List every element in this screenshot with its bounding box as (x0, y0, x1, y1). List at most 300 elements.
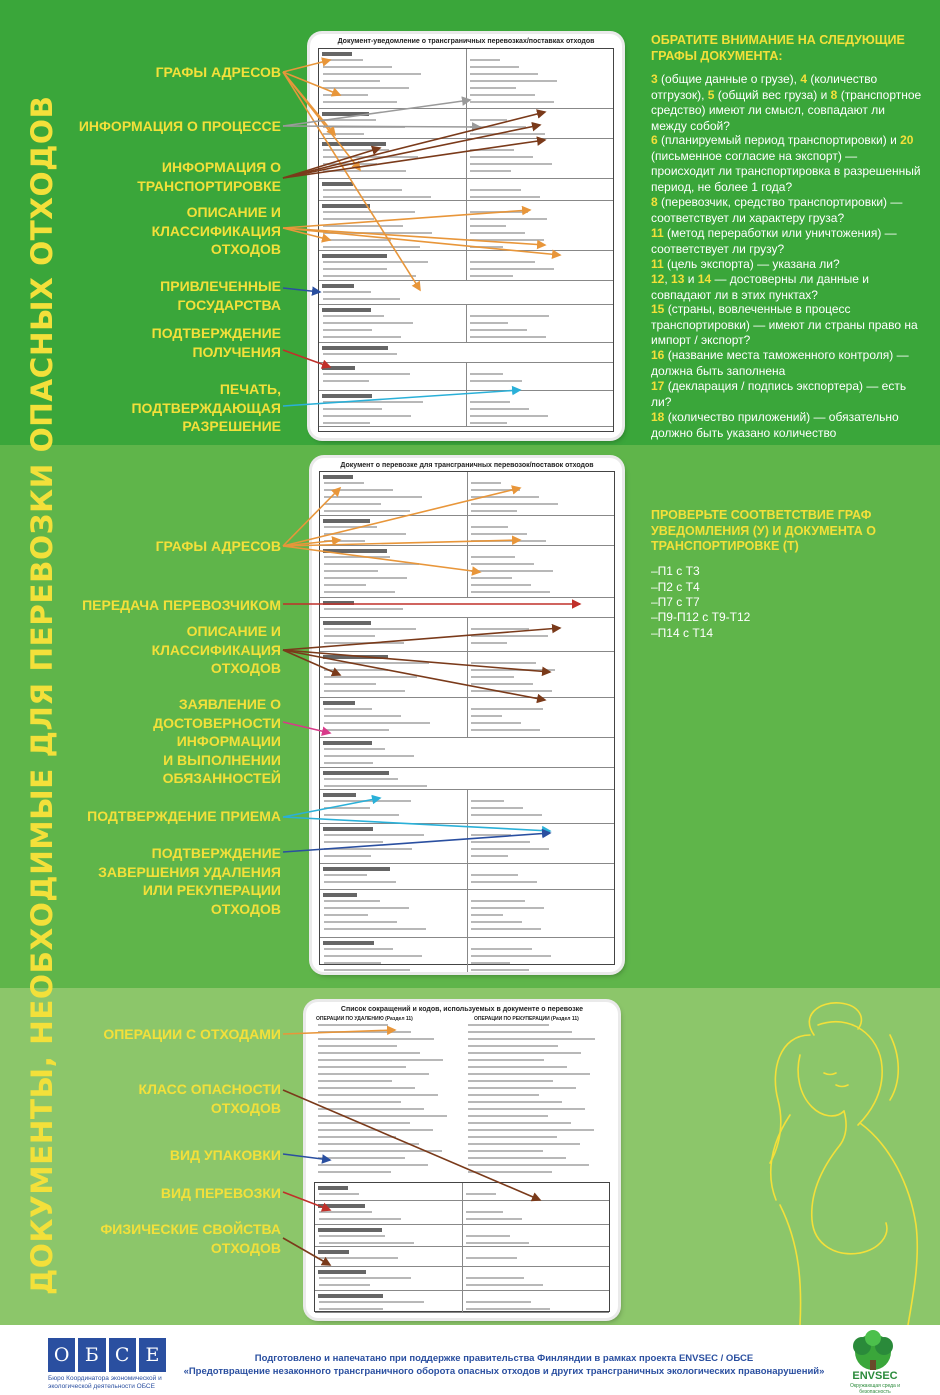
form-row (319, 343, 613, 363)
note-text: (перевозчик, средство транспортировки) — соответствует ли характеру груза? (651, 195, 903, 225)
field-text-mark (471, 570, 553, 572)
field-number: 3 (651, 72, 658, 86)
note-text: (общий вес груза) и (714, 87, 831, 102)
check-item: –П1 с Т3 (651, 564, 700, 578)
field-text-mark (471, 914, 503, 916)
field-text-mark (471, 526, 508, 528)
field-text-mark (323, 189, 402, 191)
note-text: (метод переработки или уничтожения) — соответствует ли грузу? (651, 226, 897, 256)
field-text-mark (324, 503, 381, 505)
field-text-mark (470, 80, 557, 82)
field-text-mark (471, 662, 536, 664)
field-text-mark (324, 642, 404, 644)
osce-logo-letter: Е (139, 1338, 166, 1372)
check-item: –П7 с Т7 (651, 595, 700, 609)
field-text-mark (324, 556, 390, 558)
field-text-mark (324, 928, 426, 930)
form-row (320, 768, 614, 790)
code-text-mark (468, 1045, 558, 1047)
form-row (319, 201, 613, 251)
form-divider (467, 790, 468, 823)
code-text-mark (468, 1031, 572, 1033)
field-text-mark (470, 408, 529, 410)
field-text-mark (471, 533, 527, 535)
form-divider (467, 864, 468, 889)
note-text: (название места таможенного контроля) — должна быть заполнена (651, 348, 909, 378)
attention-note (651, 379, 923, 410)
label-hazard-class: КЛАСС ОПАСНОСТИ ОТХОДОВ (138, 1081, 281, 1116)
field-text-mark (324, 962, 381, 964)
field-heading-mark (318, 1228, 382, 1232)
note-text: (декларация / подпись экспортера) — есть ли? (651, 379, 907, 409)
label-receipt-confirmation: ПОДТВЕРЖДЕНИЕ ПОЛУЧЕНИЯ (151, 325, 281, 360)
field-number: 6 (651, 133, 658, 147)
form-divider (462, 1247, 463, 1266)
field-text-mark (471, 669, 555, 671)
field-text-mark (324, 762, 373, 764)
field-number: 4 (800, 72, 808, 86)
field-text-mark (471, 962, 510, 964)
field-text-mark (324, 921, 397, 923)
field-text-mark (471, 955, 551, 957)
form-divider (466, 363, 467, 390)
field-text-mark (323, 133, 364, 135)
field-text-mark (470, 119, 507, 121)
form-divider (467, 546, 468, 597)
field-text-mark (323, 94, 368, 96)
field-heading-mark (323, 601, 354, 605)
form-divider (467, 938, 468, 972)
osce-logo-letter: С (109, 1338, 136, 1372)
field-text-mark (471, 921, 522, 923)
field-text-mark (324, 785, 427, 787)
form-divider (467, 516, 468, 545)
code-text-mark (318, 1094, 438, 1096)
notification-form (318, 48, 614, 432)
field-heading-mark (323, 549, 387, 553)
footer-line-1: Подготовлено и напечатано при поддержке правительства Финляндии в рамках проекта ENVSEC / ОБСЕ (254, 1353, 754, 1364)
attention-note (651, 257, 923, 273)
field-text-mark (471, 635, 548, 637)
field-text-mark (323, 239, 391, 241)
field-text-mark (324, 914, 368, 916)
field-text-mark (323, 380, 369, 382)
field-heading-mark (322, 142, 386, 146)
field-text-mark (471, 556, 515, 558)
field-text-mark (466, 1284, 543, 1286)
code-text-mark (318, 1087, 415, 1089)
field-text-mark (471, 683, 533, 685)
field-text-mark (470, 268, 554, 270)
note-text: (страны, вовлеченные в процесс транспортировки) — имеют ли страны право на импорт / экспорт? (651, 302, 918, 347)
field-heading-mark (323, 771, 389, 775)
field-text-mark (470, 126, 526, 128)
field-text-mark (324, 881, 396, 883)
osce-subtitle: Бюро Координатора экономической и экологической деятельности ОБСЕ (48, 1375, 162, 1390)
field-text-mark (323, 101, 397, 103)
label-permit-stamp: ПЕЧАТЬ, ПОДТВЕРЖДАЮЩАЯ РАЗРЕШЕНИЕ (131, 381, 281, 434)
field-text-mark (471, 928, 541, 930)
field-heading-mark (322, 284, 354, 288)
field-text-mark (471, 642, 507, 644)
field-text-mark (470, 246, 503, 248)
field-text-mark (324, 584, 366, 586)
field-text-mark (470, 73, 538, 75)
code-text-mark (318, 1115, 447, 1117)
field-heading-mark (322, 366, 355, 370)
field-text-mark (470, 66, 519, 68)
field-heading-mark (323, 793, 356, 797)
field-text-mark (324, 708, 372, 710)
note-text: и (684, 272, 698, 286)
note-text: — достоверны ли данные и совпадают ли в этих пунктах? (651, 272, 869, 302)
form-divider (466, 305, 467, 342)
label-carrier-handover: ПЕРЕДАЧА ПЕРЕВОЗЧИКОМ (82, 597, 281, 613)
field-text-mark (319, 1218, 401, 1220)
field-text-mark (324, 907, 409, 909)
field-text-mark (471, 628, 529, 630)
label-involved-states: ПРИВЛЕЧЕННЫЕ ГОСУДАРСТВА (160, 278, 281, 313)
form-divider (466, 179, 467, 200)
field-heading-mark (322, 182, 353, 186)
label-process-info: ИНФОРМАЦИЯ О ПРОЦЕССЕ (78, 118, 281, 134)
field-text-mark (324, 628, 416, 630)
transport-document-title: Документ о перевозке для трансграничных перевозок/поставок отходов (340, 462, 594, 469)
envsec-name: ENVSEC (852, 1370, 898, 1382)
field-text-mark (471, 948, 532, 950)
note-text: (количество отгрузок), (651, 72, 878, 102)
field-text-mark (323, 322, 413, 324)
code-text-mark (318, 1031, 411, 1033)
field-text-mark (470, 149, 514, 151)
form-divider (467, 698, 468, 737)
field-text-mark (323, 211, 415, 213)
field-text-mark (471, 855, 508, 857)
check-item: –П2 с Т4 (651, 580, 700, 594)
transport-document-image (312, 458, 622, 972)
code-text-mark (468, 1171, 552, 1173)
field-text-mark (324, 848, 412, 850)
field-text-mark (466, 1193, 496, 1195)
codes-table (314, 1182, 610, 1312)
field-text-mark (323, 66, 392, 68)
code-text-mark (318, 1122, 410, 1124)
field-text-mark (471, 729, 540, 731)
note-text: (транспортное средство) имеют ли смысл, совпадают ли между собой? (651, 87, 922, 133)
field-text-mark (324, 807, 370, 809)
field-text-mark (323, 261, 428, 263)
form-divider (467, 472, 468, 515)
code-text-mark (318, 1066, 406, 1068)
attention-note (651, 72, 923, 134)
note-text: (планируемый период транспортировки) и (657, 133, 901, 147)
field-text-mark (324, 683, 376, 685)
form-row (320, 738, 614, 768)
form-row (319, 391, 613, 427)
check-item: –П9-П12 с Т9-Т12 (651, 610, 751, 624)
field-text-mark (470, 94, 535, 96)
label-declaration: ЗАЯВЛЕНИЕ О ДОСТОВЕРНОСТИ ИНФОРМАЦИИ И ВЫПОЛНЕНИИ ОБЯЗАННОСТЕЙ (153, 696, 281, 786)
field-text-mark (470, 232, 525, 234)
attention-note (651, 133, 923, 195)
field-text-mark (470, 380, 522, 382)
field-text-mark (324, 510, 410, 512)
field-text-mark (324, 755, 414, 757)
field-text-mark (471, 907, 544, 909)
code-text-mark (318, 1136, 396, 1138)
field-text-mark (324, 855, 371, 857)
form-row (315, 1201, 609, 1225)
code-text-mark (318, 1108, 424, 1110)
code-text-mark (318, 1052, 420, 1054)
footer-credits (170, 1352, 838, 1378)
label-address-fields-1: ГРАФЫ АДРЕСОВ (155, 64, 281, 80)
code-text-mark (318, 1080, 392, 1082)
field-text-mark (471, 591, 550, 593)
field-text-mark (323, 59, 363, 61)
label-waste-description-2: ОПИСАНИЕ И КЛАССИФИКАЦИЯ ОТХОДОВ (151, 623, 281, 676)
field-number: 18 (651, 410, 665, 424)
field-text-mark (319, 1308, 383, 1310)
note-text: , (664, 272, 672, 286)
field-text-mark (323, 353, 397, 355)
check-heading: ПРОВЕРЬТЕ СООТВЕТСТВИЕ ГРАФ УВЕДОМЛЕНИЯ (У) И ДОКУМЕНТА О ТРАНСПОРТИРОВКЕ (Т) (651, 508, 876, 553)
form-divider (462, 1225, 463, 1246)
form-row (320, 546, 614, 598)
field-text-mark (470, 189, 521, 191)
field-text-mark (471, 503, 558, 505)
field-text-mark (471, 496, 539, 498)
footer-line-2: «Предотвращение незаконного трансграничного оборота опасных отходов и других трансграничных экологических правонарушений» (183, 1366, 825, 1377)
field-heading-mark (323, 827, 373, 831)
code-text-mark (468, 1052, 581, 1054)
field-text-mark (324, 778, 398, 780)
field-number: 16 (651, 348, 665, 362)
field-text-mark (323, 315, 384, 317)
attention-heading: ОБРАТИТЕ ВНИМАНИЕ НА СЛЕДУЮЩИЕ ГРАФЫ ДОКУМЕНТА: (651, 33, 905, 63)
field-number: 12 (651, 272, 665, 286)
label-packaging-type: ВИД УПАКОВКИ (169, 1147, 281, 1163)
form-divider (462, 1201, 463, 1224)
field-text-mark (324, 591, 395, 593)
field-text-mark (323, 196, 431, 198)
field-text-mark (471, 676, 514, 678)
field-text-mark (470, 322, 508, 324)
codes-col-left-heading: ОПЕРАЦИИ ПО УДАЛЕНИЮ (Раздел 11) (316, 1016, 413, 1022)
field-text-mark (324, 715, 401, 717)
form-row (319, 139, 613, 179)
field-text-mark (323, 87, 409, 89)
field-text-mark (466, 1235, 510, 1237)
field-text-mark (324, 496, 422, 498)
field-text-mark (319, 1211, 372, 1213)
code-text-mark (468, 1024, 549, 1026)
form-row (319, 109, 613, 139)
field-text-mark (471, 489, 520, 491)
notification-document-title: Документ-уведомление о трансграничных перевозках/поставках отходов (337, 38, 595, 45)
field-text-mark (470, 101, 554, 103)
field-number: 11 (651, 257, 664, 271)
codes-list-title: Список сокращений и кодов, используемых в документе о перевозке (340, 1006, 584, 1013)
field-text-mark (324, 563, 419, 565)
field-heading-mark (322, 52, 352, 56)
code-text-mark (468, 1122, 571, 1124)
form-divider (467, 890, 468, 937)
code-text-mark (318, 1171, 391, 1173)
attention-note (651, 226, 923, 257)
field-text-mark (470, 275, 513, 277)
form-row (319, 179, 613, 201)
form-row (315, 1225, 609, 1247)
field-heading-mark (323, 867, 390, 871)
code-text-mark (468, 1115, 548, 1117)
field-text-mark (471, 563, 534, 565)
code-text-mark (318, 1157, 405, 1159)
field-text-mark (323, 291, 371, 293)
form-divider (466, 391, 467, 426)
field-text-mark (324, 834, 424, 836)
label-address-fields-2: ГРАФЫ АДРЕСОВ (155, 538, 281, 554)
code-text-mark (468, 1157, 566, 1159)
form-row (320, 938, 614, 972)
label-completion-confirmation: ПОДТВЕРЖДЕНИЕ ЗАВЕРШЕНИЯ УДАЛЕНИЯ ИЛИ РЕКУПЕРАЦИИ ОТХОДОВ (98, 845, 281, 917)
field-text-mark (471, 848, 549, 850)
field-text-mark (324, 489, 393, 491)
code-text-mark (468, 1150, 543, 1152)
field-text-mark (324, 577, 407, 579)
field-text-mark (471, 715, 502, 717)
form-row (315, 1247, 609, 1267)
form-row (320, 698, 614, 738)
field-text-mark (471, 841, 530, 843)
field-text-mark (323, 73, 421, 75)
code-text-mark (318, 1038, 434, 1040)
field-text-mark (466, 1218, 522, 1220)
code-text-mark (318, 1150, 442, 1152)
field-text-mark (323, 156, 418, 158)
form-divider (462, 1267, 463, 1290)
osce-logo-letter: О (48, 1338, 75, 1372)
code-text-mark (318, 1045, 397, 1047)
field-text-mark (323, 126, 405, 128)
form-divider (466, 49, 467, 108)
form-row (320, 864, 614, 890)
field-heading-mark (322, 112, 369, 116)
field-text-mark (324, 570, 378, 572)
field-number: 13 (671, 272, 685, 286)
field-text-mark (466, 1301, 531, 1303)
field-text-mark (324, 533, 406, 535)
field-text-mark (323, 218, 374, 220)
field-text-mark (470, 239, 544, 241)
field-text-mark (324, 969, 410, 971)
field-text-mark (324, 955, 422, 957)
field-text-mark (323, 408, 382, 410)
field-text-mark (470, 156, 533, 158)
field-text-mark (324, 874, 367, 876)
field-text-mark (323, 329, 372, 331)
field-text-mark (470, 415, 548, 417)
form-row (319, 281, 613, 305)
field-text-mark (323, 422, 370, 424)
form-divider (467, 618, 468, 651)
form-divider (467, 652, 468, 697)
envsec-subtitle: Окружающая среда и безопасность (849, 1383, 901, 1395)
field-text-mark (319, 1242, 414, 1244)
field-text-mark (324, 800, 411, 802)
attention-note (651, 272, 923, 303)
field-text-mark (323, 80, 380, 82)
note-text: (письменное согласие на экспорт) — происходит ли транспортировка в разрешенный период, не более 1 года? (651, 148, 921, 194)
field-text-mark (319, 1277, 411, 1279)
field-text-mark (323, 149, 389, 151)
form-row (315, 1183, 609, 1201)
field-number: 17 (651, 379, 665, 393)
form-row (320, 652, 614, 698)
code-text-mark (318, 1164, 428, 1166)
field-text-mark (324, 841, 383, 843)
field-text-mark (319, 1193, 359, 1195)
form-divider (462, 1183, 463, 1200)
form-divider (467, 824, 468, 863)
field-text-mark (324, 948, 393, 950)
form-divider (466, 201, 467, 250)
field-heading-mark (322, 394, 372, 398)
field-text-mark (319, 1284, 370, 1286)
field-text-mark (471, 708, 543, 710)
code-text-mark (318, 1129, 433, 1131)
field-text-mark (323, 246, 420, 248)
field-text-mark (324, 814, 399, 816)
field-text-mark (323, 373, 410, 375)
field-text-mark (471, 510, 517, 512)
label-transport-mode: ВИД ПЕРЕВОЗКИ (160, 1185, 281, 1201)
field-text-mark (323, 225, 403, 227)
field-text-mark (324, 540, 365, 542)
field-text-mark (470, 133, 545, 135)
field-text-mark (324, 526, 377, 528)
note-text: (общие данные о грузе), (657, 72, 801, 86)
check-item: –П14 с Т14 (651, 626, 713, 640)
field-heading-mark (323, 475, 353, 479)
field-heading-mark (322, 346, 388, 350)
field-text-mark (470, 315, 549, 317)
field-text-mark (470, 218, 547, 220)
code-text-mark (468, 1066, 567, 1068)
field-text-mark (323, 232, 432, 234)
field-text-mark (319, 1257, 398, 1259)
field-text-mark (466, 1257, 517, 1259)
code-text-mark (468, 1143, 580, 1145)
field-heading-mark (318, 1270, 366, 1274)
field-text-mark (470, 163, 552, 165)
field-heading-mark (318, 1204, 365, 1208)
field-text-mark (470, 225, 506, 227)
codes-text-block (314, 1024, 610, 1178)
field-text-mark (324, 729, 389, 731)
field-text-mark (471, 690, 552, 692)
field-heading-mark (323, 941, 374, 945)
field-heading-mark (318, 1250, 349, 1254)
field-text-mark (471, 482, 501, 484)
code-text-mark (468, 1136, 557, 1138)
form-divider (466, 109, 467, 138)
field-text-mark (470, 170, 511, 172)
label-waste-operations: ОПЕРАЦИИ С ОТХОДАМИ (103, 1026, 281, 1042)
field-text-mark (324, 662, 429, 664)
field-number: 8 (830, 87, 838, 102)
field-heading-mark (323, 701, 355, 705)
